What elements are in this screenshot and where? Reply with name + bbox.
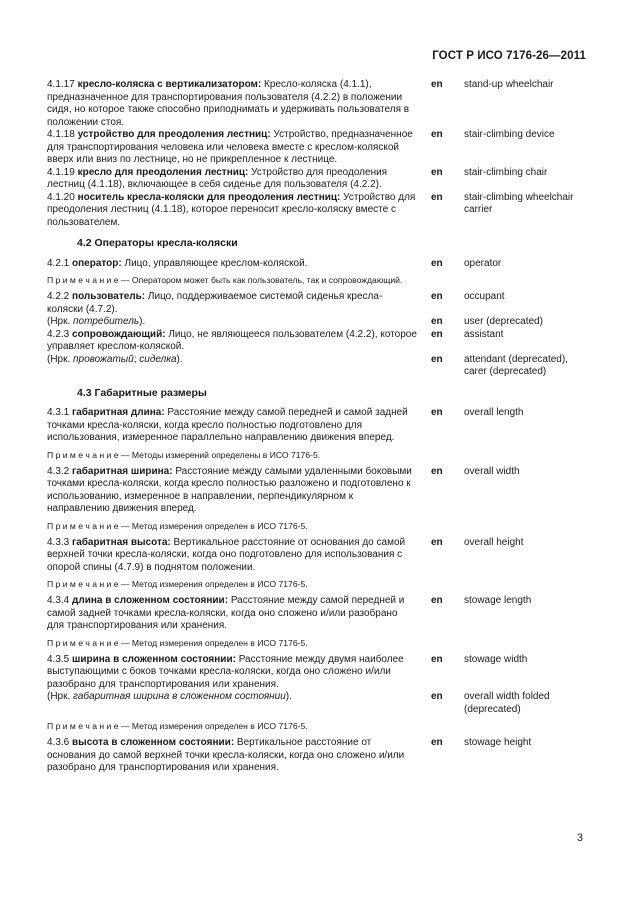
term-definition xyxy=(47,466,417,516)
definition-text: (Нрк. xyxy=(47,353,74,365)
english-term-line: stair-climbing device xyxy=(464,129,555,140)
english-term xyxy=(464,354,589,379)
term-definition xyxy=(47,595,417,633)
term-name: устройство для преодоления лестниц: xyxy=(77,129,271,140)
section-heading-4-2: 4.2 Операторы кресла-коляски xyxy=(77,237,238,249)
term-entry xyxy=(47,79,587,129)
english-term xyxy=(464,466,589,479)
note: П р и м е ч а н и е — Метод измерения определен в ИСО 7176-5. xyxy=(47,520,308,531)
english-term-line: stowage height xyxy=(464,737,532,748)
definition-text: Вертикальное расстояние от основания до самой верхней точки кресла-коляски, когда оно подготовлено для использования с опорой спины (4.7.9) в поднятом положении. xyxy=(47,536,406,573)
term-name: длина в сложенном состоянии: xyxy=(72,595,229,606)
english-term-line: stowage width xyxy=(464,653,528,665)
definition-text: ). xyxy=(139,316,146,327)
english-term-line: carrier xyxy=(464,204,493,215)
english-term xyxy=(464,316,589,329)
definition-text: 4.3.2 xyxy=(47,465,73,477)
definition-text: Расстояние между самой передней и самой задней точками кресла-коляски, когда оно сложено и/или разобрано для транспортирования или хранения. xyxy=(47,595,405,631)
term-definition xyxy=(47,654,417,692)
term-entry xyxy=(47,537,587,575)
term-entry xyxy=(47,167,587,192)
page-content xyxy=(47,79,587,775)
note: П р и м е ч а н и е — Метод измерения определен в ИСО 7176-5. xyxy=(47,579,308,589)
term-entry xyxy=(47,192,587,230)
definition-text: 4.2.3 xyxy=(47,328,73,340)
term-definition xyxy=(47,258,417,271)
definition-text: 4.3.5 xyxy=(47,653,73,665)
language-code: en xyxy=(431,328,443,340)
term-definition xyxy=(47,329,417,354)
term-entry xyxy=(47,129,587,167)
language-code: en xyxy=(431,291,443,302)
language-code: en xyxy=(431,653,443,665)
term-entry xyxy=(47,691,587,716)
english-term xyxy=(464,737,589,750)
definition-text: Лицо, управляющее креслом-коляской. xyxy=(121,257,308,269)
definition-text: 4.3.6 xyxy=(47,737,73,748)
english-term xyxy=(464,407,589,420)
term-definition xyxy=(47,691,417,704)
term-definition xyxy=(47,407,417,445)
definition-text: сиделка xyxy=(139,353,177,365)
term-definition xyxy=(47,129,417,167)
definition-text: 4.1.18 xyxy=(47,129,78,140)
definition-text: 4.2.1 xyxy=(47,257,73,269)
language-code: en xyxy=(431,536,443,548)
section-heading-4-3: 4.3 Габаритные размеры xyxy=(77,386,207,399)
english-term xyxy=(464,79,589,92)
english-term xyxy=(464,258,589,271)
term-entry xyxy=(47,595,587,633)
english-term-line: stair-climbing chair xyxy=(464,166,548,178)
definition-text: ). xyxy=(176,353,183,365)
definition-text: 4.3.3 xyxy=(47,536,73,548)
term-entry xyxy=(47,654,587,692)
english-term-line: carer (deprecated) xyxy=(464,366,547,377)
language-code: en xyxy=(431,353,443,365)
language-code: en xyxy=(431,191,443,203)
terms-group-4-3 xyxy=(47,407,587,775)
english-term xyxy=(464,595,589,608)
term-definition xyxy=(47,167,417,192)
term-entry xyxy=(47,329,587,354)
term-name: высота в сложенном состоянии: xyxy=(72,737,235,748)
definition-text: Лицо, поддерживаемое системой сиденья кресла-коляски (4.7.2). xyxy=(47,291,383,315)
english-term xyxy=(464,329,589,342)
term-entry xyxy=(47,354,587,379)
definition-text: Устройство, предназначенное для транспортирования человека или человека вместе с креслом-коляской вверх или вниз по лестнице, но не прикрепленное к лестнице. xyxy=(47,129,413,165)
term-definition xyxy=(47,354,417,367)
language-code: en xyxy=(431,257,443,269)
term-entry xyxy=(47,258,587,271)
language-code: en xyxy=(431,166,443,178)
english-term-line: overall length xyxy=(464,407,524,418)
language-code: en xyxy=(431,79,443,90)
term-entry xyxy=(47,291,587,316)
term-definition xyxy=(47,291,417,316)
language-code: en xyxy=(431,407,443,418)
english-term-line: occupant xyxy=(464,291,505,302)
english-term xyxy=(464,691,589,716)
term-name: кресло для преодоления лестниц: xyxy=(77,166,249,178)
definition-text: Устройство для преодоления лестниц (4.1.18), которое переносит кресло-коляску вместе с пользователем. xyxy=(47,191,416,228)
note: П р и м е ч а н и е — Метод измерения определен в ИСО 7176-5. xyxy=(47,637,308,648)
definition-text: Кресло-коляска (4.1.1), предназначенное для транспортирования пользователя (4.2.2) в положении сидя, но которое также способно приподнимать и удерживать пользователя в положении стоя. xyxy=(47,79,410,128)
english-term-line: stand-up wheelchair xyxy=(464,79,554,90)
english-term-line: assistant xyxy=(464,328,504,340)
term-definition xyxy=(47,737,417,775)
term-entry xyxy=(47,316,587,329)
term-name: оператор: xyxy=(72,257,122,269)
term-entry xyxy=(47,466,587,516)
definition-text: потребитель xyxy=(73,316,140,327)
term-name: габаритная высота: xyxy=(72,536,171,548)
definition-text: Устройство для преодоления лестниц (4.1.18), включающее в себя сиденье для пользователя (4.2.2). xyxy=(47,166,388,190)
language-code: en xyxy=(431,316,443,327)
terms-group-4-1 xyxy=(47,79,587,229)
note: П р и м е ч а н и е — Оператором может быть как пользователь, так и сопровождающий. xyxy=(47,275,403,285)
term-definition xyxy=(47,79,417,129)
english-term-line: overall width folded xyxy=(464,691,550,702)
term-definition xyxy=(47,192,417,230)
definition-text: 4.3.4 xyxy=(47,595,73,606)
term-name: пользователь: xyxy=(72,291,146,302)
note: П р и м е ч а н и е — Метод измерения определен в ИСО 7176-5. xyxy=(47,721,308,731)
document-header: ГОСТ Р ИСО 7176-26—2011 xyxy=(432,50,586,62)
english-term-line: attendant (deprecated), xyxy=(464,353,568,365)
term-name: носитель кресла-коляски для преодоления лестниц: xyxy=(77,191,341,203)
terms-group-4-2 xyxy=(47,258,587,379)
definition-text: габаритная ширина в сложенном состоянии xyxy=(73,691,286,702)
term-name: ширина в сложенном состоянии: xyxy=(72,653,236,665)
term-entry xyxy=(47,407,587,445)
definition-text: ; xyxy=(133,353,140,365)
term-name: габаритная длина: xyxy=(72,407,165,418)
english-term-line: stowage length xyxy=(464,595,532,606)
language-code: en xyxy=(431,737,443,748)
definition-text: Расстояние между двумя наиболее выступающими с боков точками кресла-коляски, когда оно сложено и/или разобрано для транспортирования или хранения. xyxy=(47,653,404,690)
english-term-line: (deprecated) xyxy=(464,703,521,715)
definition-text: 4.1.17 xyxy=(47,79,78,90)
english-term xyxy=(464,129,589,142)
definition-text: 4.3.1 xyxy=(47,407,73,418)
page-number: 3 xyxy=(576,832,583,844)
english-term-line: user (deprecated) xyxy=(464,316,543,327)
english-term xyxy=(464,291,589,304)
term-entry xyxy=(47,737,587,775)
definition-text: (Нрк. xyxy=(47,691,74,702)
definition-text: Вертикальное расстояние от основания до самой верхней точки кресла-коляски, когда оно сложено и/или разобрано для транспортирования или хранения. xyxy=(47,737,405,773)
english-term-line: overall width xyxy=(464,465,520,477)
english-term xyxy=(464,537,589,550)
english-term-line: operator xyxy=(464,257,502,269)
english-term xyxy=(464,167,589,180)
definition-text: 4.1.20 xyxy=(47,191,78,203)
definition-text: 4.1.19 xyxy=(47,166,78,178)
english-term-line: overall height xyxy=(464,536,524,548)
definition-text: 4.2.2 xyxy=(47,291,73,302)
term-definition xyxy=(47,537,417,575)
note: П р и м е ч а н и е — Методы измерений определены в ИСО 7176-5. xyxy=(47,449,321,460)
definition-text: провожатый xyxy=(73,353,134,365)
term-name: кресло-коляска с вертикализатором: xyxy=(77,79,262,90)
language-code: en xyxy=(431,691,443,702)
definition-text: (Нрк. xyxy=(47,316,74,327)
term-name: габаритная ширина: xyxy=(72,465,173,477)
definition-text: Расстояние между самой передней и самой задней точками кресла-коляски, когда кресло полностью подготовлено для использования, измеренное параллельно направлению движения вперед. xyxy=(47,407,408,443)
term-definition xyxy=(47,316,417,329)
definition-text: ). xyxy=(285,691,292,702)
definition-text: Расстояние между самыми удаленными боковыми точками кресла-коляски, когда кресло полностью разложено и подготовлено к использованию, измеренное в направлении, перпендикулярном к направлению движения вперед. xyxy=(47,465,412,514)
language-code: en xyxy=(431,465,443,477)
english-term xyxy=(464,192,589,217)
language-code: en xyxy=(431,129,443,140)
language-code: en xyxy=(431,595,443,606)
definition-text: Лицо, не являющееся пользователем (4.2.2), которое управляет креслом-коляской. xyxy=(47,328,417,352)
english-term xyxy=(464,654,589,667)
term-name: сопровождающий: xyxy=(72,328,166,340)
english-term-line: stair-climbing wheelchair xyxy=(464,191,574,203)
